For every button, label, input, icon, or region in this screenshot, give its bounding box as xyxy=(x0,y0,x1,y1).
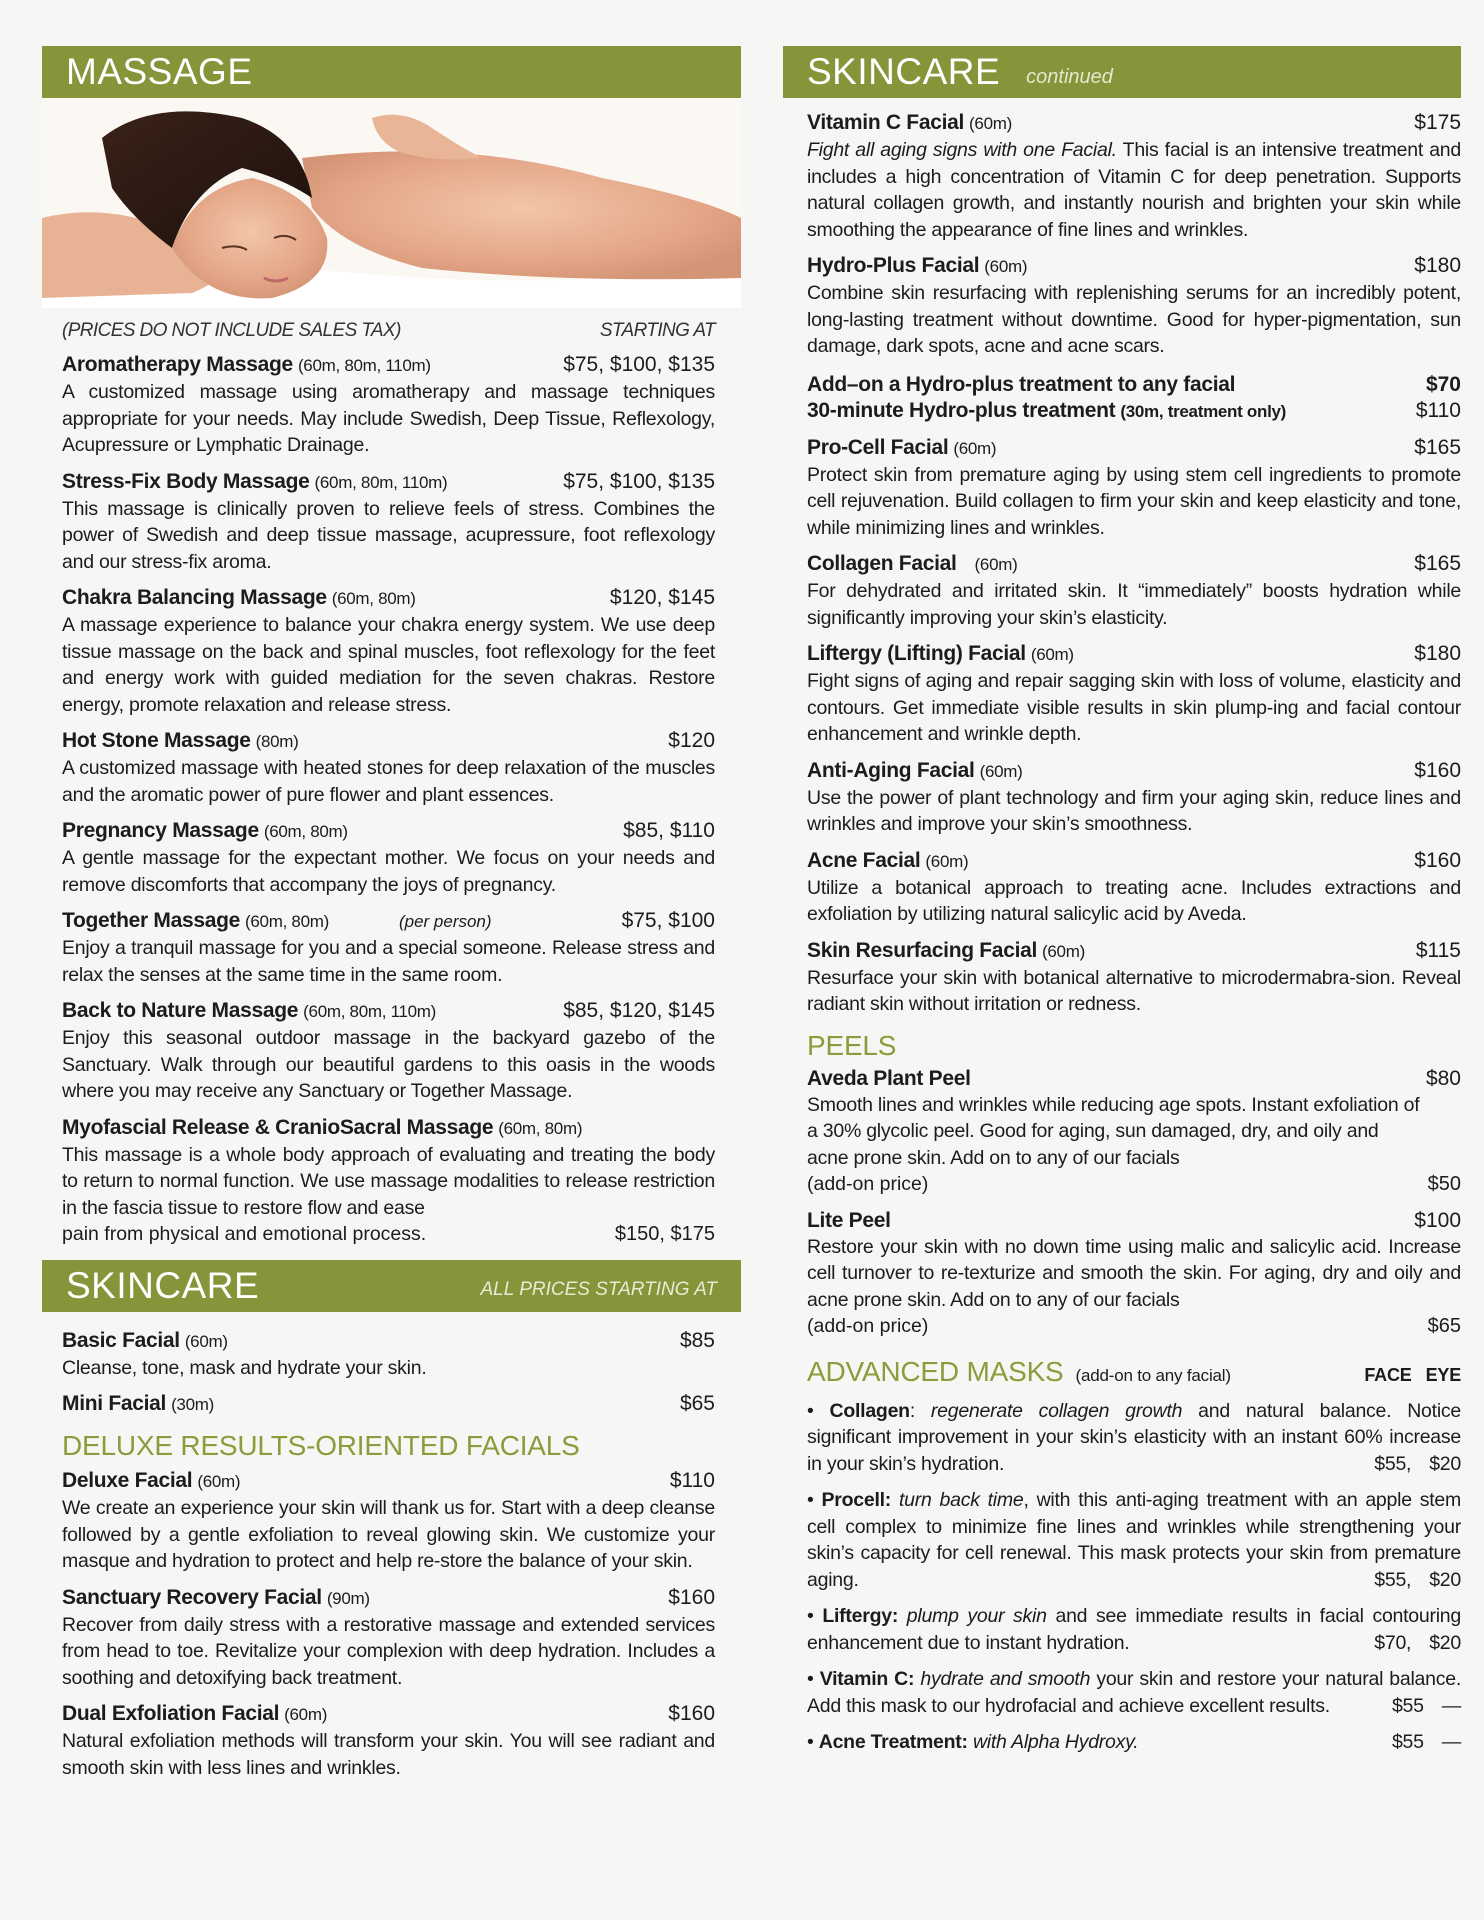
service-name: Together Massage xyxy=(62,909,241,932)
left-column xyxy=(42,46,741,1781)
service-item xyxy=(62,585,715,718)
peel-description: Smooth lines and wrinkles while reducing age spots. Instant exfoliation of a 30% glycolic peel. Good for aging, sun damaged, dry, and oily and acne prone skin. Add on to any of our facials xyxy=(807,1093,1420,1169)
service-price: $160 xyxy=(668,1702,715,1725)
peel-description: Restore your skin with no down time using malic and salicylic acid. Increase cell turnover to re-texturize and smooth the skin. For aging, dry and oily and acne prone skin. Add on to any of our facials xyxy=(807,1235,1461,1311)
service-name: Dual Exfoliation Facial xyxy=(62,1702,280,1725)
service-description: A massage experience to balance your chakra energy system. We use deep tissue massage on the back and spinal muscles, foot reflexology for the feet and energy work with guided mediation for the seven chakras. Restore energy, promote relaxation and release stress. xyxy=(62,614,715,716)
service-description: Resurface your skin with botanical alternative to microdermabra-sion. Reveal radiant skin without irritation or redness. xyxy=(807,966,1461,1015)
service-price: $85, $110 xyxy=(623,819,715,842)
addon-price: $65 xyxy=(1427,1315,1461,1337)
service-duration: (60m) xyxy=(197,1472,241,1491)
service-name: Anti-Aging Facial xyxy=(807,758,975,782)
service-name: Deluxe Facial xyxy=(62,1469,193,1492)
masks-note: (add-on to any facial) xyxy=(1075,1365,1231,1385)
mask-eye-price: $20 xyxy=(1429,1452,1461,1475)
service-item xyxy=(62,1468,715,1575)
service-description: Enjoy this seasonal outdoor massage in the backyard gazebo of the Sanctuary. Walk through our beautiful gardens to this oasis in the woods where you may receive any Sanctuary or Together Massage. xyxy=(62,1027,715,1102)
service-duration: (80m) xyxy=(255,732,299,751)
right-column xyxy=(783,46,1461,1756)
service-price: $165 xyxy=(1414,435,1461,459)
service-price: $175 xyxy=(1414,111,1461,134)
service-item xyxy=(62,1328,715,1382)
mask-eye-price: $20 xyxy=(1429,1568,1461,1591)
mask-name: Acne Treatment: xyxy=(818,1731,968,1753)
mask-name: Collagen xyxy=(829,1399,910,1422)
service-price: $160 xyxy=(1414,848,1461,872)
service-duration: (60m) xyxy=(184,1331,228,1351)
addon-name: 30-minute Hydro-plus treatment xyxy=(807,398,1116,422)
service-price: $180 xyxy=(1414,254,1461,277)
mask-item: • Vitamin C: hydrate and smooth your skin and restore your natural balance. Add this mask to our hydrofacial and achieve excellent results. $55 — xyxy=(807,1666,1461,1719)
service-price: $75, $100, $135 xyxy=(563,469,715,493)
service-price: $85 xyxy=(679,1328,715,1352)
mask-description: , with this anti-aging treatment with an apple stem cell complex to minimize fine lines and wrinkles while strengthening your skin’s capacity for cell renewal. This mask protects your skin from premature aging. xyxy=(807,1489,1461,1591)
mask-eye-price: — xyxy=(1441,1694,1461,1717)
service-duration: (60m, 80m, 110m) xyxy=(314,472,448,492)
service-description-text: This facial is an intensive treatment and includes a high concentration of Vitamin C for deep penetration. Supports natural collagen growth, and instantly nourish and brighten your skin while smoothing the appearance of fine lines and wrinkles. xyxy=(807,139,1461,241)
mask-item: • Liftergy: plump your skin and see immediate results in facial contouring enhancement due to instant hydration. $70, $20 xyxy=(807,1603,1461,1656)
massage-banner xyxy=(42,46,741,98)
peel-name: Aveda Plant Peel xyxy=(807,1066,971,1090)
service-duration: (60m) xyxy=(969,114,1012,133)
mask-name: Liftergy: xyxy=(822,1605,899,1627)
mask-face-price: $55, xyxy=(1374,1568,1412,1591)
massage-title: MASSAGE xyxy=(66,51,253,92)
service-name: Mini Facial xyxy=(62,1392,167,1415)
service-price: $75, $100 xyxy=(621,909,715,932)
peel-item xyxy=(807,1208,1461,1340)
service-item xyxy=(62,998,715,1105)
mask-tagline: hydrate and smooth xyxy=(920,1668,1091,1690)
mask-name: Procell: xyxy=(821,1489,892,1511)
skincare-continued-banner xyxy=(783,46,1461,98)
service-description-end: pain from physical and emotional process. xyxy=(62,1223,427,1245)
service-item xyxy=(62,469,715,576)
service-name: Hot Stone Massage xyxy=(62,729,251,752)
service-item xyxy=(62,1391,715,1418)
service-description: Enjoy a tranquil massage for you and a special someone. Release stress and relax the senses at the same time in the same room. xyxy=(62,937,715,986)
service-price: $85, $120, $145 xyxy=(563,999,715,1022)
service-name: Acne Facial xyxy=(807,848,921,872)
service-price: $180 xyxy=(1414,642,1461,665)
per-person-note: (per person) xyxy=(398,912,492,931)
service-duration: (60m) xyxy=(1042,941,1085,961)
mask-face-price: $55 xyxy=(1391,1731,1424,1753)
service-name: Aromatherapy Massage xyxy=(62,353,293,376)
mask-description: and see immediate results in facial contouring enhancement due to instant hydration. xyxy=(807,1605,1462,1654)
mask-name: Vitamin C: xyxy=(819,1668,915,1690)
service-description xyxy=(807,137,1461,243)
service-duration: (60m) xyxy=(979,761,1023,781)
service-description: A customized massage with heated stones for deep relaxation of the muscles and the aromatic power of pure flower and plant essences. xyxy=(62,757,715,806)
peel-price: $100 xyxy=(1414,1208,1461,1232)
service-item xyxy=(807,551,1461,631)
service-name: Sanctuary Recovery Facial xyxy=(62,1585,322,1609)
service-duration: (30m) xyxy=(171,1395,214,1414)
service-description: We create an experience your skin will thank us for. Start with a deep cleanse followed by a gentle exfoliation to reveal glowing skin. We customize your masque and hydration to protect and help re-store the balance of your skin. xyxy=(62,1497,715,1572)
service-description: This massage is a whole body approach of evaluating and treating the body to return to normal function. We use massage modalities to release restriction in the fascia tissue to restore flow and ease xyxy=(62,1143,715,1219)
service-name: Pro-Cell Facial xyxy=(807,435,949,459)
mask-description: your skin and restore your natural balance. Add this mask to our hydrofacial and achieve excellent results. xyxy=(807,1668,1462,1717)
skincare-title: SKINCARE xyxy=(66,1264,260,1306)
service-duration: (60m) xyxy=(284,1705,328,1724)
service-name: Basic Facial xyxy=(62,1328,180,1352)
service-price: $65 xyxy=(679,1392,715,1415)
service-description: For dehydrated and irritated skin. It “immediately” boosts hydration while significantly improving your skin’s elasticity. xyxy=(807,580,1461,629)
service-price: $120, $145 xyxy=(609,586,715,609)
service-name: Skin Resurfacing Facial xyxy=(807,938,1038,962)
service-duration: (60m) xyxy=(974,555,1018,574)
service-description: Utilize a botanical approach to treating acne. Includes extractions and exfoliation by utilizing natural salicylic acid by Aveda. xyxy=(807,876,1461,925)
service-duration: (60m) xyxy=(925,851,969,871)
service-price: $115 xyxy=(1415,938,1461,962)
mask-item: • Collagen: regenerate collagen growth and natural balance. Notice significant improvement in your skin’s elasticity with an instant 60% increase in your skin’s hydration. $55, $20 xyxy=(807,1398,1461,1478)
mask-item: • Procell: turn back time, with this anti-aging treatment with an apple stem cell complex to minimize fine lines and wrinkles while strengthening your skin’s capacity for cell renewal. This mask protects your skin from premature aging. $55, $20 xyxy=(807,1487,1461,1593)
service-name: Pregnancy Massage xyxy=(62,819,259,842)
service-price: $120 xyxy=(668,729,715,752)
service-item xyxy=(62,1701,715,1781)
mask-tagline: turn back time xyxy=(898,1489,1024,1511)
service-duration: (60m) xyxy=(984,257,1028,276)
service-description: Fight signs of aging and repair sagging skin with loss of volume, elasticity and contours. Get immediate visible results in skin plump-ing and facial contour enhancement and wrinkle depth. xyxy=(807,670,1461,745)
service-name: Hydro-Plus Facial xyxy=(807,254,980,277)
peels-header: PEELS xyxy=(807,1029,897,1061)
massage-subheader xyxy=(62,320,715,342)
masks-header xyxy=(807,1356,1461,1388)
service-price: $75, $100, $135 xyxy=(563,353,715,376)
addon-price: $110 xyxy=(1415,398,1461,422)
service-item xyxy=(62,352,715,459)
addon-price: $50 xyxy=(1427,1173,1461,1195)
service-item xyxy=(62,818,715,898)
service-price: $160 xyxy=(1414,758,1461,782)
service-tagline: Fight all aging signs with one Facial. xyxy=(807,139,1117,161)
masks-title: ADVANCED MASKS xyxy=(807,1355,1064,1387)
service-item xyxy=(62,728,715,808)
service-duration: (60m, 80m) xyxy=(245,912,329,931)
mask-description: and natural balance. Notice significant improvement in your skin’s elasticity with an instant 60% increase in your skin’s hydration. xyxy=(807,1399,1461,1475)
service-item xyxy=(807,110,1461,243)
service-duration: (60m, 80m) xyxy=(498,1118,583,1138)
addon-name: Add–on a Hydro-plus treatment to any facial xyxy=(807,372,1236,396)
service-item xyxy=(807,758,1461,838)
service-duration: (60m, 80m, 110m) xyxy=(303,1002,436,1021)
massage-photo xyxy=(42,98,741,308)
service-duration: (60m, 80m) xyxy=(331,589,416,608)
service-description: Protect skin from premature aging by using stem cell ingredients to promote cell rejuvenation. Build collagen to firm your skin and keep elasticity and tone, while minimizing lines and wrinkles. xyxy=(807,463,1461,539)
mask-tagline: regenerate collagen growth xyxy=(930,1399,1183,1422)
service-name: Stress-Fix Body Massage xyxy=(62,469,310,493)
service-name: Chakra Balancing Massage xyxy=(62,586,327,609)
peel-name: Lite Peel xyxy=(807,1208,891,1232)
service-duration: (60m, 80m, 110m) xyxy=(297,356,431,375)
service-price: $110 xyxy=(669,1469,715,1492)
service-item xyxy=(807,938,1461,1018)
mask-face-price: $55 xyxy=(1391,1694,1424,1717)
mask-eye-price: $20 xyxy=(1429,1631,1461,1654)
addon-price-label: (add-on price) xyxy=(807,1315,929,1337)
mask-item: • Acne Treatment: with Alpha Hydroxy. $55 — xyxy=(807,1729,1461,1756)
mask-tagline: plump your skin xyxy=(906,1605,1047,1627)
mask-face-price: $55, xyxy=(1374,1452,1412,1475)
massage-photo-illustration xyxy=(42,98,741,308)
service-name: Vitamin C Facial xyxy=(807,111,965,134)
skincare-banner xyxy=(42,1260,741,1312)
eye-column-label: EYE xyxy=(1425,1364,1461,1385)
service-description: Cleanse, tone, mask and hydrate your skin. xyxy=(62,1356,427,1379)
addon-item xyxy=(807,372,1461,425)
face-column-label: FACE xyxy=(1364,1364,1412,1385)
service-item xyxy=(62,1585,715,1692)
service-item xyxy=(62,908,715,988)
service-name: Myofascial Release & CranioSacral Massage xyxy=(62,1115,494,1139)
service-description: Recover from daily stress with a restorative massage and extended services from head to toe. Revitalize your complexion with deep hydration. Includes a soothing and detoxifying back treatment. xyxy=(62,1613,715,1689)
service-price: $160 xyxy=(668,1585,715,1609)
mask-separator xyxy=(891,1489,899,1511)
continued-label: continued xyxy=(1026,65,1113,88)
service-duration: (60m) xyxy=(1030,645,1074,664)
service-description: Natural exfoliation methods will transform your skin. You will see radiant and smooth skin with less lines and wrinkles. xyxy=(62,1730,715,1779)
service-item xyxy=(807,848,1461,928)
addon-price-label: (add-on price) xyxy=(807,1173,929,1195)
starting-at-label: STARTING AT xyxy=(599,320,715,341)
service-name: Liftergy (Lifting) Facial xyxy=(807,642,1026,665)
service-description: A customized massage using aromatherapy and massage techniques appropriate for your needs. May include Swedish, Deep Tissue, Reflexology, Acupressure or Lymphatic Drainage. xyxy=(62,381,715,456)
deluxe-facials-header: DELUXE RESULTS-ORIENTED FACIALS xyxy=(62,1430,580,1461)
mask-eye-price: — xyxy=(1441,1731,1461,1753)
service-item xyxy=(807,641,1461,748)
service-description: A gentle massage for the expectant mother. We focus on your needs and remove discomforts that accompany the joys of pregnancy. xyxy=(62,847,715,896)
service-item xyxy=(807,435,1461,542)
service-duration: (60m) xyxy=(953,438,997,458)
service-name: Back to Nature Massage xyxy=(62,999,299,1022)
tax-note: (PRICES DO NOT INCLUDE SALES TAX) xyxy=(62,320,401,341)
service-duration: (90m) xyxy=(326,1588,370,1608)
service-duration: (60m, 80m) xyxy=(263,822,348,841)
service-price: $150, $175 xyxy=(614,1223,715,1245)
mask-face-price: $70, xyxy=(1374,1631,1412,1654)
addon-duration: (30m, treatment only) xyxy=(1120,401,1287,421)
service-price: $165 xyxy=(1414,552,1461,575)
mask-separator: : xyxy=(909,1399,931,1422)
service-item xyxy=(807,253,1461,360)
service-description: This massage is clinically proven to relieve feels of stress. Combines the power of Swedish and deep tissue massage, acupressure, foot reflexology and our stress-fix aroma. xyxy=(62,497,715,573)
service-name: Collagen Facial xyxy=(807,552,957,575)
peel-price: $80 xyxy=(1425,1066,1461,1090)
skincare-continued-title: SKINCARE xyxy=(807,51,1001,92)
service-description: Combine skin resurfacing with replenishing serums for an incredibly potent, long-lasting treatment without downtime. Good for hyper-pigmentation, sun damage, dark spots, acne and acne scars. xyxy=(807,282,1461,357)
mask-tagline: with Alpha Hydroxy. xyxy=(972,1731,1139,1753)
mask-separator xyxy=(898,1605,907,1627)
addon-price: $70 xyxy=(1425,372,1461,396)
service-description: Use the power of plant technology and firm your aging skin, reduce lines and wrinkles and improve your skin’s smoothness. xyxy=(807,786,1461,835)
service-item xyxy=(62,1115,715,1248)
all-prices-note: ALL PRICES STARTING AT xyxy=(480,1278,717,1300)
peel-item xyxy=(807,1066,1461,1198)
